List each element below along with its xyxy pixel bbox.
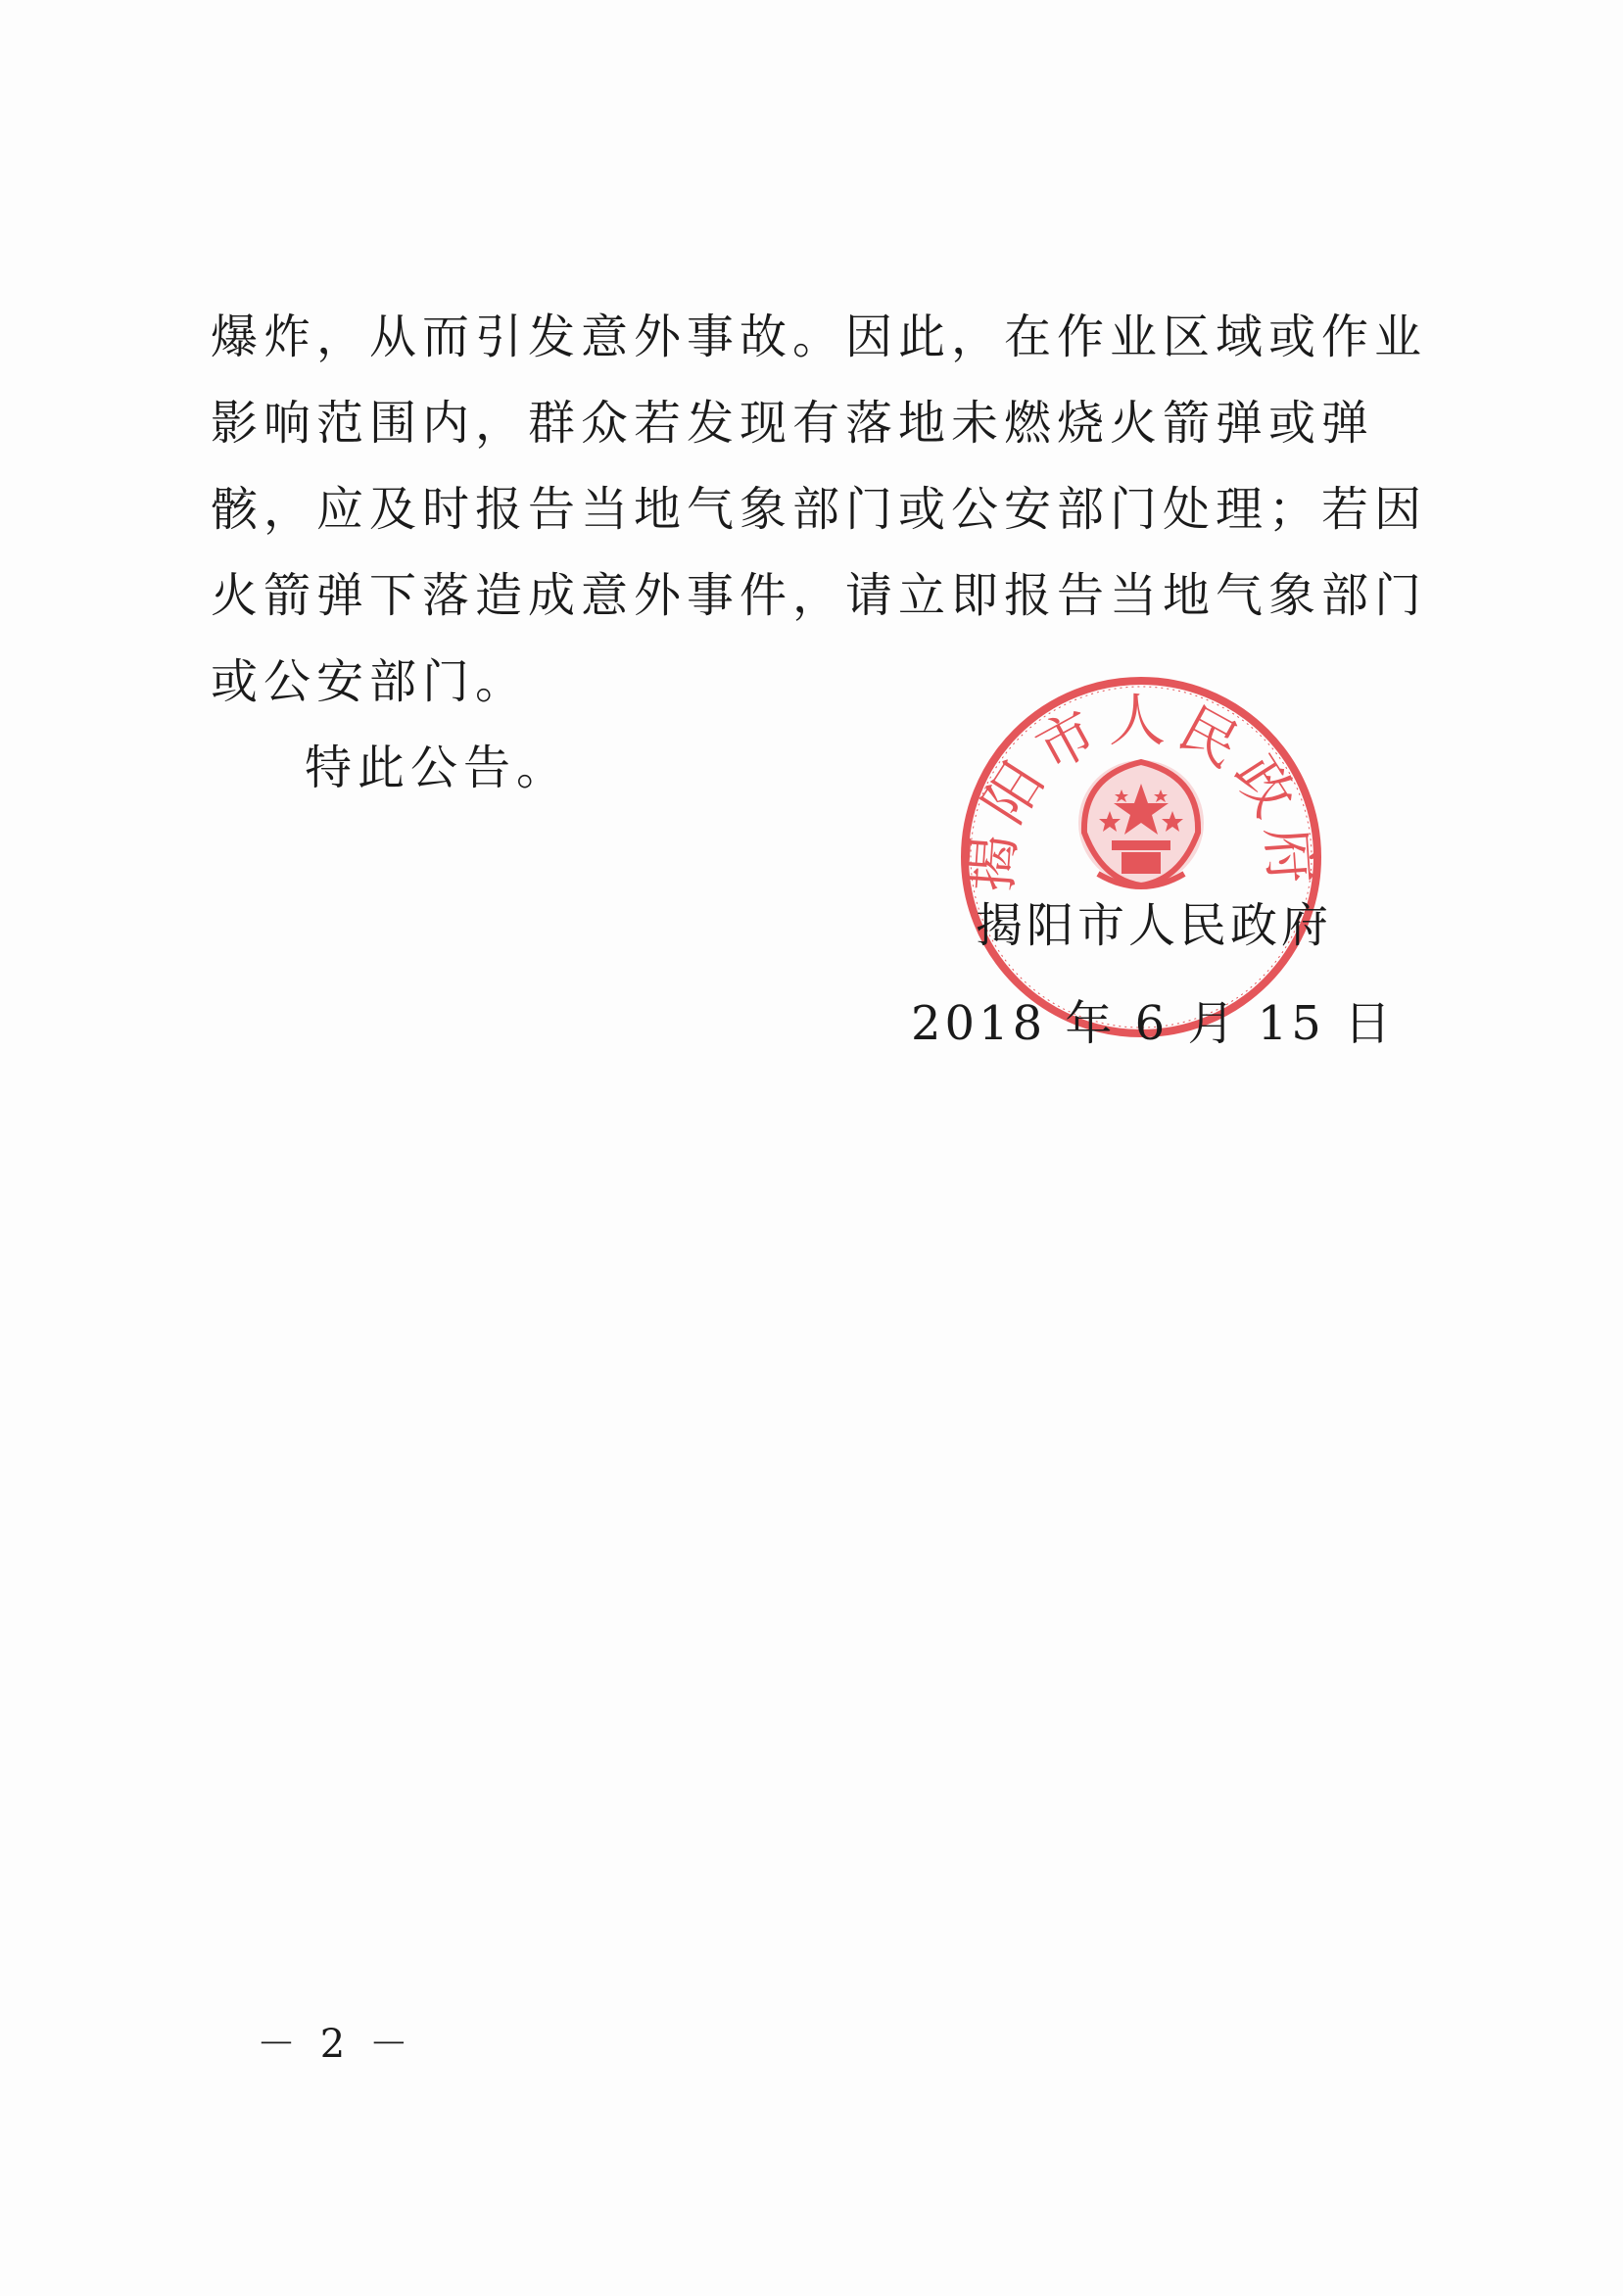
closing-paragraph: 特此公告。 (305, 741, 570, 795)
national-emblem-icon (1078, 760, 1204, 886)
issuing-organization: 揭阳市人民政府 (975, 898, 1332, 953)
signature-block (911, 877, 1396, 1073)
body-paragraph: 爆炸，从而引发意外事故。因此，在作业区域或作业影响范围内，群众若发现有落地未燃烧火箭弹或弹骸，应及时报告当地气象部门或公安部门处理；若因火箭弹下落造成意外事件，请立即报告当地气象部门或公安部门。 (211, 310, 1428, 709)
issue-date: 2018 年 6 月 15 日 (911, 996, 1396, 1051)
seal-text: 揭阳市人民政府 (957, 687, 1325, 894)
page-number: － 2 － (257, 2022, 414, 2067)
